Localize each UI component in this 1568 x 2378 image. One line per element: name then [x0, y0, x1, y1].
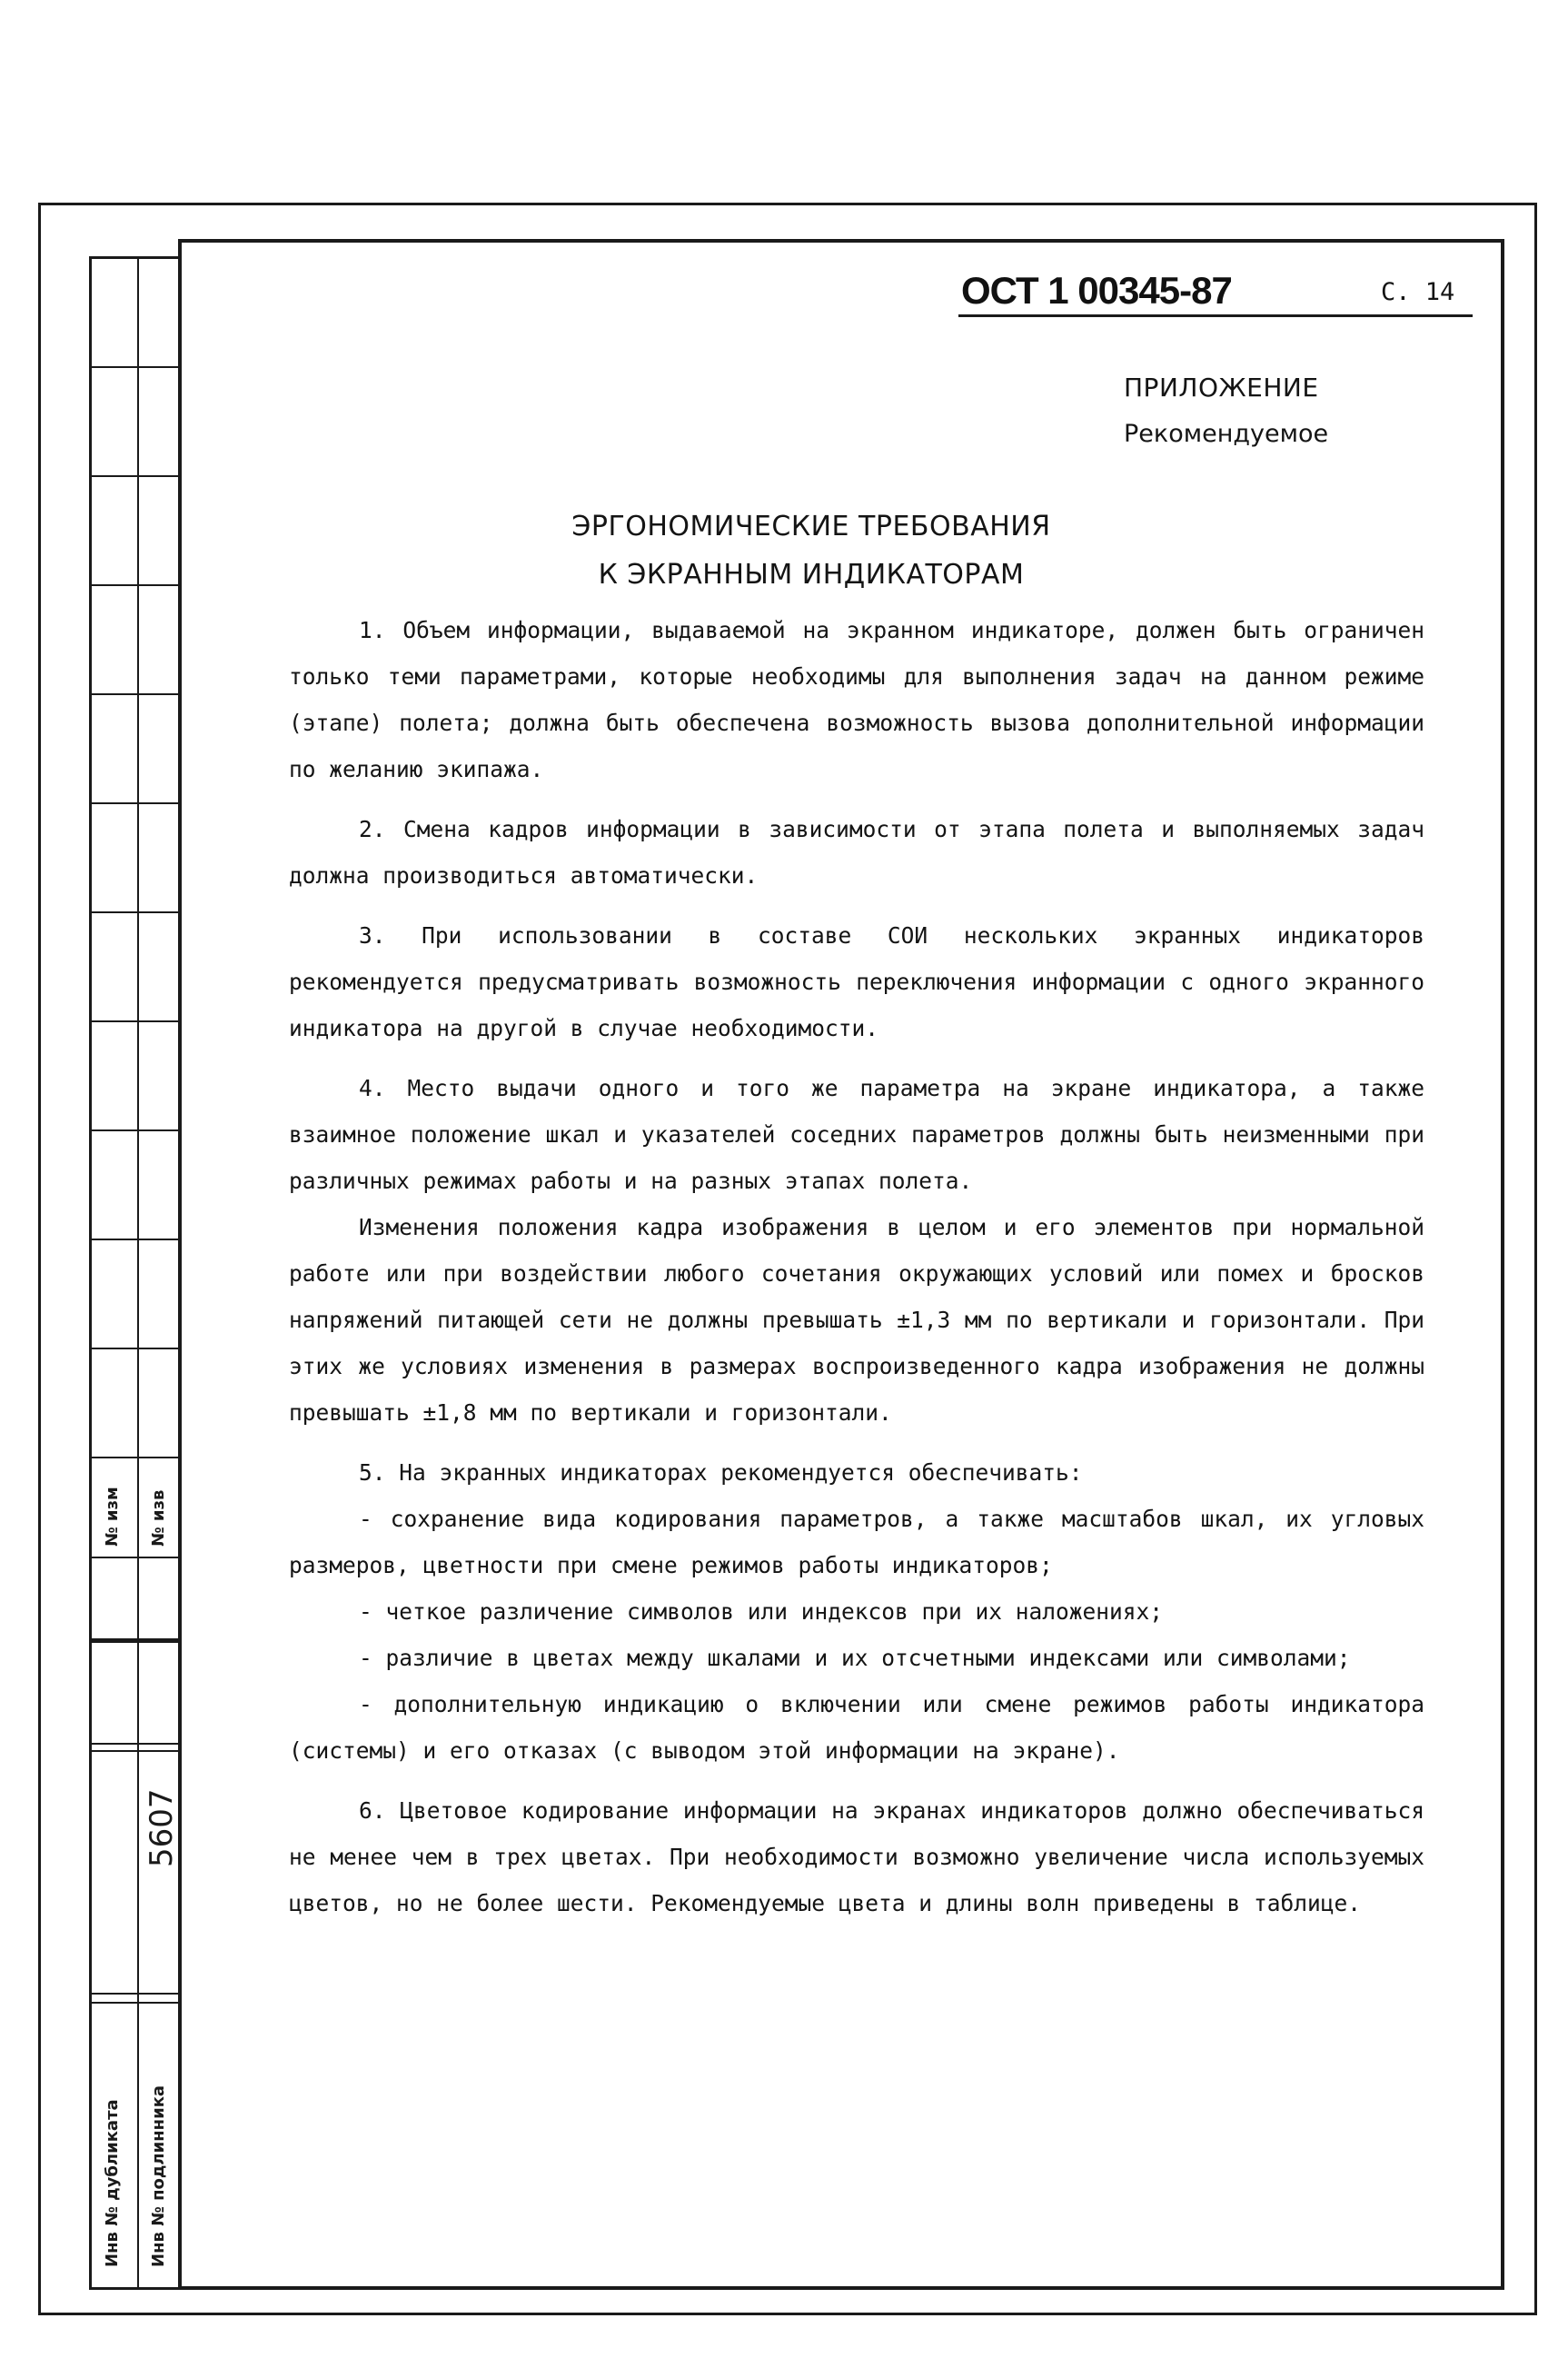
body-text: [289, 607, 1424, 1926]
header-rule: [958, 314, 1473, 317]
paragraph-2: 2. Смена кадров информации в зависимости от этапа полета и выполняемых задач должна производиться автоматически.: [289, 816, 1424, 889]
original-inv-label: Инв № подлинника: [149, 2084, 168, 2267]
strip-rule: [92, 1020, 182, 1022]
strip-rule: [92, 1129, 182, 1131]
appendix-status: Рекомендуемое: [1124, 420, 1329, 448]
strip-rule: [92, 1239, 182, 1240]
strip-rule: [92, 2002, 182, 2004]
duplicate-inv-label: Инв № дубликата: [103, 2099, 122, 2267]
strip-rule: [92, 366, 182, 368]
page-number: С. 14: [1381, 278, 1455, 306]
section-subtitle: К ЭКРАННЫМ ИНДИКАТОРАМ: [598, 559, 1025, 591]
strip-rule: [92, 911, 182, 913]
strip-rule: [92, 1993, 182, 1995]
standard-number: ОСТ 1 00345-87: [961, 269, 1232, 312]
paragraph-3: 3. При использовании в составе СОИ нескольких экранных индикаторов рекомендуется предусматривать возможность переключения информации с одного экранного индикатора на другой в случае необходимости.: [289, 922, 1424, 1041]
paragraph-5: 5. На экранных индикаторах рекомендуется обеспечивать:: [359, 1459, 1083, 1486]
list-item: - четкое различение символов или индексов при их наложениях;: [359, 1598, 1164, 1625]
list-item: - сохранение вида кодирования параметров, а также масштабов шкал, их угловых размеров, цветности при смене режимов работы индикаторов;: [289, 1506, 1424, 1578]
appendix-label: ПРИЛОЖЕНИЕ: [1124, 373, 1319, 403]
inventory-number: 5607: [144, 1788, 180, 1867]
strip-rule: [92, 802, 182, 804]
strip-rule: [92, 475, 182, 477]
strip-rule: [92, 1750, 182, 1752]
strip-rule: [92, 1557, 182, 1558]
strip-rule: [92, 1457, 182, 1458]
section-title: ЭРГОНОМИЧЕСКИЕ ТРЕБОВАНИЯ: [571, 511, 1051, 542]
paragraph-4: 4. Место выдачи одного и того же параметра на экране индикатора, а также взаимное положение шкал и указателей соседних параметров должны быть неизменными при различных режимах работы и на разных этапах полета.: [289, 1075, 1424, 1194]
paragraph-4-continued: Изменения положения кадра изображения в целом и его элементов при нормальной работе или при воздействии любого сочетания окружающих условий или помех и бросков напряжений питающей сети не должны превышать ±1,3 мм по вертикали и горизонтали. При этих же условиях изменения в размерах воспроизведенного кадра изображения не должны превышать ±1,8 мм по вертикали и горизонтали.: [289, 1214, 1424, 1426]
notice-no-label: № изв: [149, 1489, 168, 1547]
strip-rule: [92, 1348, 182, 1349]
paragraph-6: 6. Цветовое кодирование информации на экранах индикаторов должно обеспечиваться не менее чем в трех цветах. При необходимости возможно увеличение числа используемых цветов, но не более шести. Рекомендуемые цвета и длины волн приведены в таблице.: [289, 1797, 1424, 1916]
list-item: - различие в цветах между шкалами и их отсчетными индексами или символами;: [359, 1645, 1351, 1671]
list-item: - дополнительную индикацию о включении или смене режимов работы индикатора (системы) и его отказах (с выводом этой информации на экране).: [289, 1691, 1424, 1764]
strip-rule: [92, 1743, 182, 1745]
strip-rule: [92, 1640, 182, 1643]
change-no-label: № изм: [103, 1487, 122, 1547]
paragraph-1: 1. Объем информации, выдаваемой на экранном индикаторе, должен быть ограничен только теми параметрами, которые необходимы для выполнения задач на данном режиме (этапе) полета; должна быть обеспечена возможность вызова дополнительной информации по желанию экипажа.: [289, 617, 1424, 782]
strip-rule: [92, 693, 182, 695]
